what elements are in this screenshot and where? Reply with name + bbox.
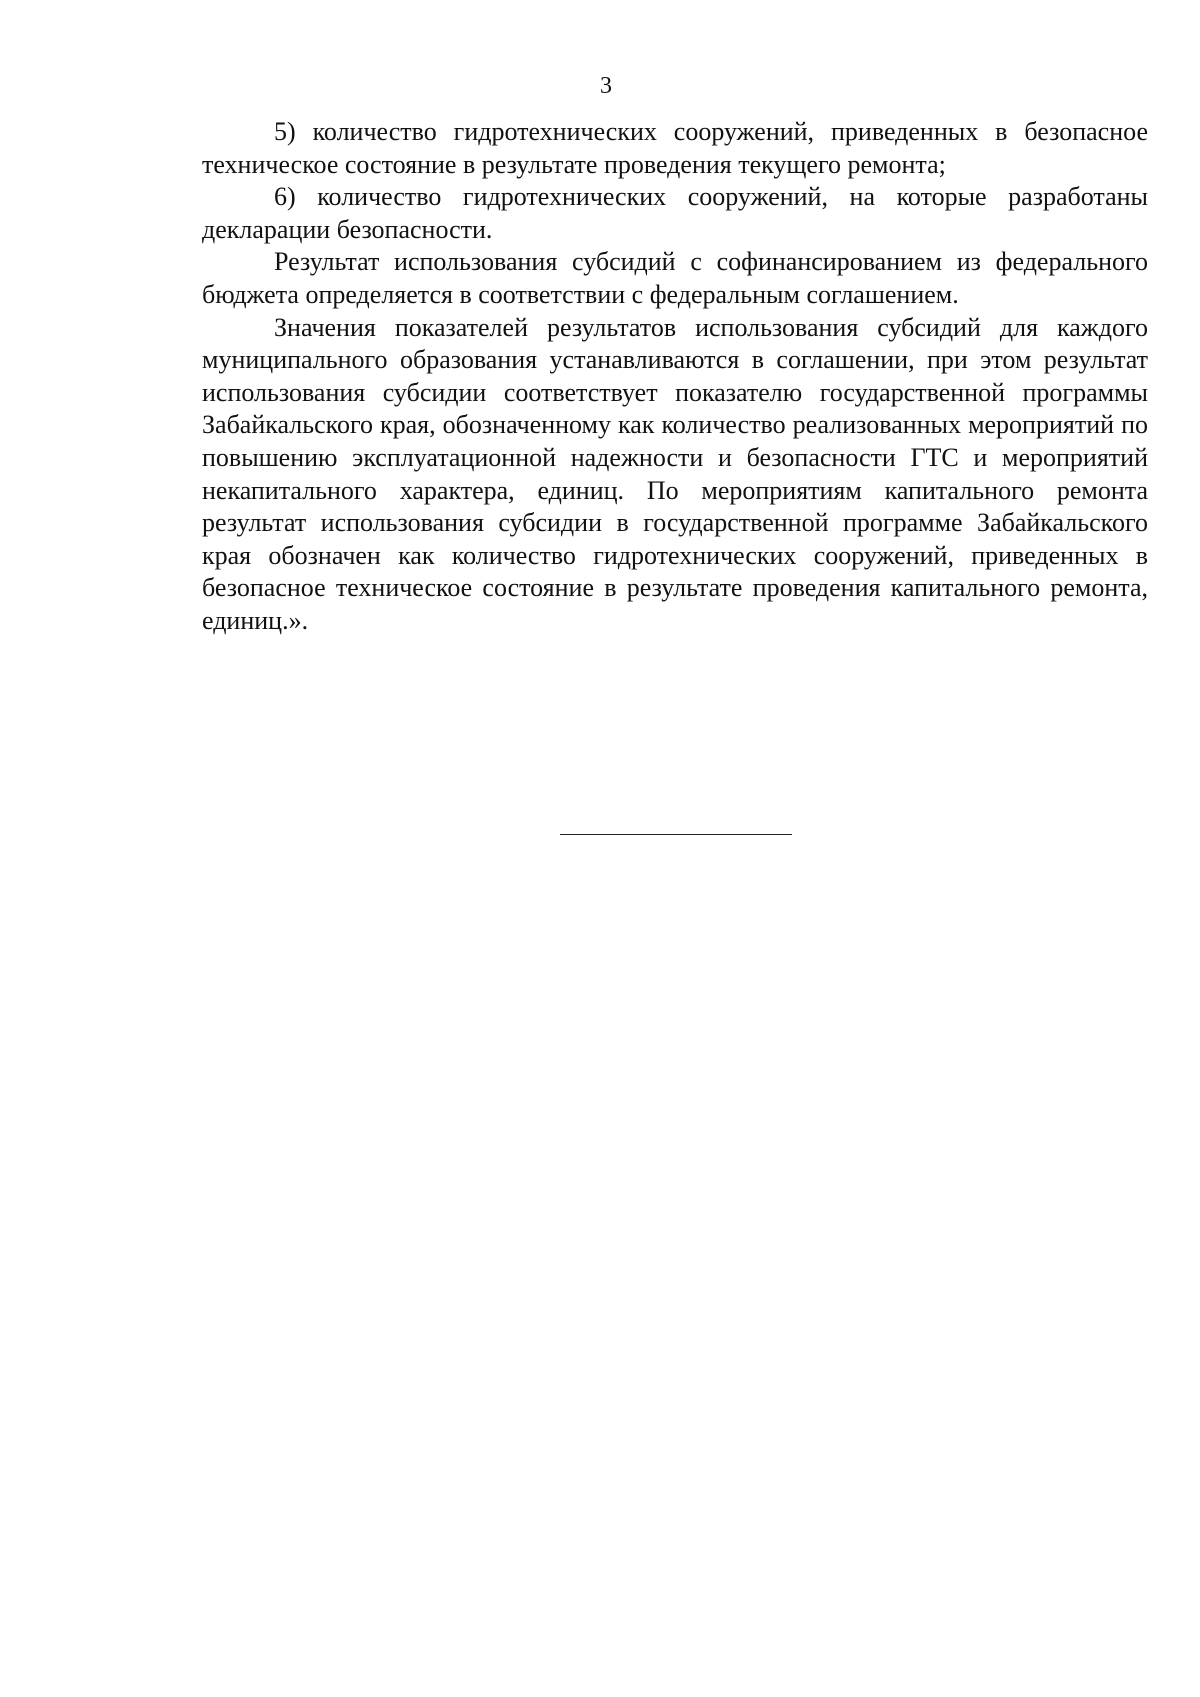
- paragraph-indicator-values: Значения показателей результатов использования субсидий для каждого муниципального образования устанавливаются в соглашении, при этом результат использования субсидии соответствует показателю государственной программы Забайкальского края, обозначенному как количество реализованных мероприятий по повышению эксплуатационной надежности и безопасности ГТС и мероприятий некапитального характера, единиц. По мероприятиям капитального ремонта результат использования субсидии в государственной программе Забайкальского края обозначен как количество гидротехнических сооружений, приведенных в безопасное техническое состояние в результате проведения капитального ремонта, единиц.».: [202, 312, 1148, 635]
- closing-divider-line: [560, 834, 792, 835]
- paragraph-item-6: 6) количество гидротехнических сооружений, на которые разработаны декларации безопасности.: [202, 182, 1148, 244]
- document-body: [202, 116, 1148, 638]
- paragraph-federal-cofinancing: Результат использования субсидий с софинансированием из федерального бюджета определяется в соответствии с федеральным соглашением.: [202, 247, 1148, 309]
- paragraph-item-5: 5) количество гидротехнических сооружений, приведенных в безопасное техническое состояние в результате проведения текущего ремонта;: [202, 117, 1148, 179]
- page-number: 3: [600, 73, 612, 99]
